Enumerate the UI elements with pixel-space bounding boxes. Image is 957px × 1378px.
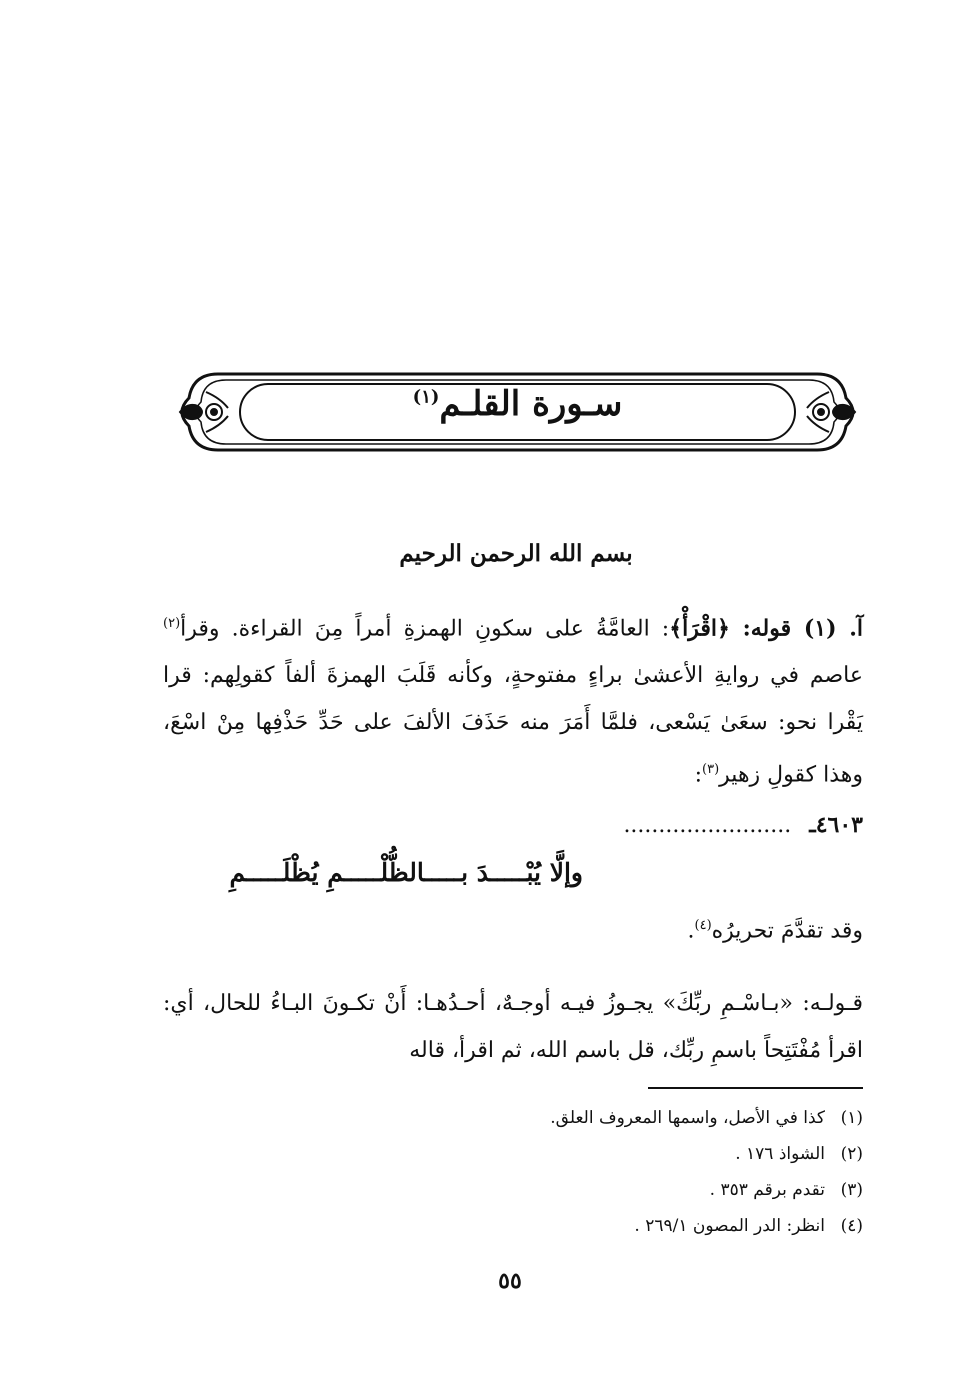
poetry-dots: ........................ [623,813,792,838]
footnote-item [440,1136,863,1172]
paragraph-text: . [687,918,695,944]
page-number: ٥٥ [498,1268,522,1294]
paragraph-text: وقد تقدَّمَ تحريرُه [711,918,863,944]
footnote-number: (٤) [840,1216,863,1236]
footnote-text: انظر: الدر المصون ٢٦٩/١ . [634,1216,825,1236]
poetry-number: ٤٦٠٣ـ [809,812,863,838]
paragraph-text: : [694,762,703,788]
footnote-divider [648,1087,863,1089]
paragraph-text: عاصم في روايةِ الأعشىٰ براءٍ مفتوحةٍ، وكأنه قَلَبَ الهمزةَ ألفاً كقولِهم: قرا يَقْرا نحو: سعَىٰ يَسْعى، فلمَّا أَمَرَ منه حَذَفَ الألفَ على حَدِّ حَذْفِها مِنْ اسْعَ، وهذا كقولِ زهير [163,663,863,788]
paragraph-text: : العامَّةُ على سكونِ الهمزةِ أمراً مِنَ القراءة. وقرأ [180,616,670,642]
poetry-entry-header [420,812,863,838]
footnote-ref: (٣) [702,762,720,778]
poetry-line: وإلَّا يُبْـــــدَ بـــــالظُّلْـــــمِ يُظْلَـــــمِ [229,858,583,887]
surah-title [170,384,865,424]
footnote-item [440,1100,863,1136]
footnote-ref: (٤) [694,918,712,933]
footnote-text: الشواذ ١٧٦ . [735,1144,825,1164]
footnote-number: (٢) [840,1144,863,1164]
commentary-paragraph-2: قـولـه: «بـاسْـمِ ربِّكَ» يجـوزُ فيـه أوجـهٌ، أحـدُهـا: أَنْ تكـونَ البـاءُ للحال، أي: اقرأ مُفْتَتِحاً باسمِ ربِّك، قل باسم الله، ثم اقرأ، قاله [163,991,863,1063]
footnote-ref: (٢) [163,616,181,631]
footnote-text: كذا في الأصل، واسمها المعروف العلق. [550,1108,825,1128]
footnotes-list [440,1100,863,1244]
footnote-number: (٣) [840,1180,863,1200]
surah-title-text: سـورة القلـم [439,384,623,424]
basmala: بسم الله الرحمن الرحيم [399,540,633,567]
footnote-text: تقدم برقم ٣٥٣ . [709,1180,825,1200]
footnote-number: (١) [840,1108,863,1128]
verse-lemma: آ. (١) قوله: ﴿اقْرَأْ﴾ [669,615,864,642]
commentary-paragraph-1 [163,600,863,799]
footnote-item [440,1208,863,1244]
footnote-item [440,1172,863,1208]
surah-title-cartouche [170,368,865,456]
poetry-note [163,918,863,943]
footnote-ref: (١) [412,386,440,408]
